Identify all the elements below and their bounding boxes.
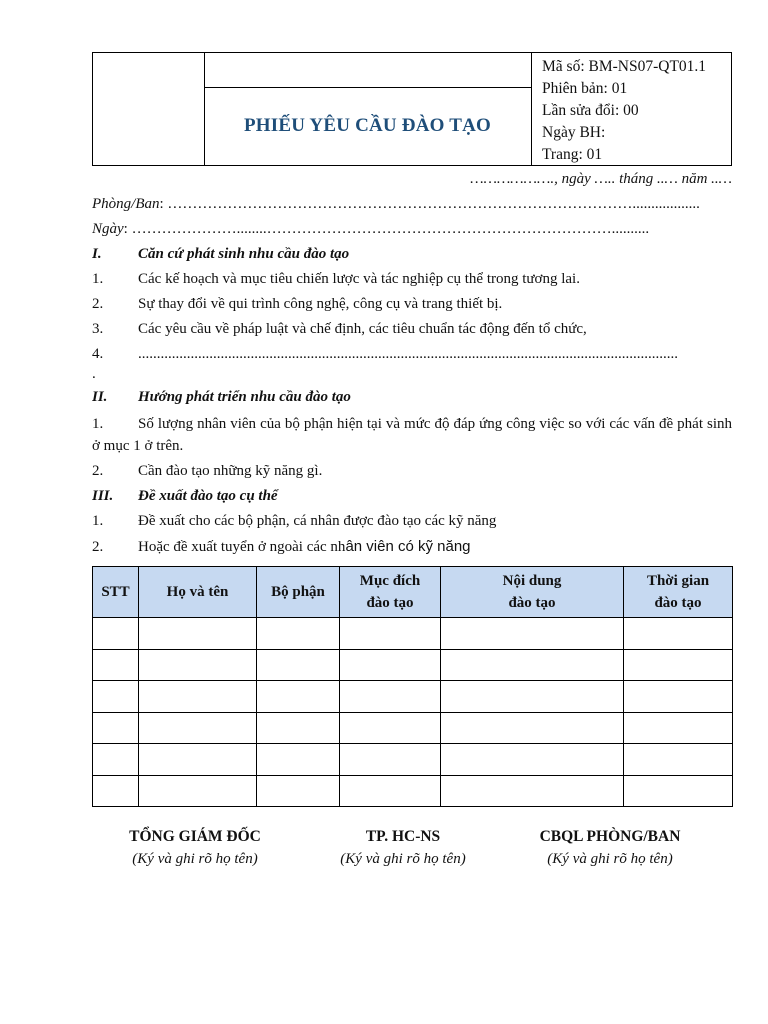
title-cell [204, 87, 532, 165]
section-2-item: 1. Số lượng nhân viên của bộ phận hiện tại và mức độ đáp ứng công việc so với các vấn đề phát sinh ở mục 1 ở trên. [92, 416, 732, 454]
col-header-stt: STT [93, 567, 139, 618]
table-row [93, 712, 733, 744]
table-row [93, 681, 733, 713]
day-fill: : …………………........…………………………………………………………….......... [123, 221, 650, 237]
signature-ceo: TỔNG GIÁM ĐỐC (Ký và ghi rõ họ tên) [129, 828, 261, 867]
col-header-department: Bộ phận [257, 567, 340, 618]
document-meta [542, 56, 732, 166]
meta-version: Phiên bản: 01 [542, 80, 628, 97]
section-1-item: 2. Sự thay đổi về qui trình công nghệ, công cụ và trang thiết bị. [92, 296, 503, 312]
table-row [93, 744, 733, 776]
section-1-tail: . [92, 367, 96, 382]
section-1-item: 1. Các kế hoạch và mục tiêu chiến lược và tác nghiệp cụ thể trong tương lai. [92, 271, 580, 287]
form-title: PHIẾU YÊU CẦU ĐÀO TẠO [244, 115, 491, 136]
table-header-row [93, 567, 733, 618]
table-row [93, 618, 733, 650]
meta-page: Trang: 01 [542, 146, 603, 163]
header-box [92, 52, 732, 166]
signature-dept-manager: CBQL PHÒNG/BAN (Ký và ghi rõ họ tên) [539, 828, 681, 867]
section-3-heading: III. Đề xuất đào tạo cụ thể [92, 488, 278, 504]
logo-cell [93, 53, 205, 165]
department-fill: : ………………………………………………………………………………….................. [159, 196, 700, 212]
section-1-item: 3. Các yêu cầu về pháp luật và chế định, các tiêu chuẩn tác động đến tổ chức, [92, 321, 587, 337]
header-blank-cell [204, 53, 532, 88]
signature-hr-head: TP. HC-NS (Ký và ghi rõ họ tên) [340, 828, 466, 867]
col-header-purpose: Mục đích đào tạo [340, 567, 441, 618]
meta-code: Mã số: BM-NS07-QT01.1 [542, 58, 707, 75]
section-2-heading: II. Hướng phát triển nhu cầu đào tạo [92, 389, 351, 405]
form-page [92, 52, 732, 807]
signature-block [92, 826, 732, 876]
section-3-item: 2. Hoặc đề xuất tuyển ở ngoài các nhân viên có kỹ năng [92, 538, 471, 555]
meta-revision: Lần sửa đổi: 00 [542, 102, 639, 119]
col-header-time: Thời gian đào tạo [624, 567, 733, 618]
meta-issue-date: Ngày BH: [542, 124, 606, 141]
col-header-name: Họ và tên [139, 567, 257, 618]
training-table [92, 566, 733, 807]
section-1-heading: I. Căn cứ phát sinh nhu cầu đào tạo [92, 246, 350, 262]
section-1-item[interactable]: 4. ................................................................................................................................................ [92, 346, 678, 362]
date-line: ………………., ngày ….. tháng ..… năm ..… [470, 171, 732, 187]
table-row [93, 775, 733, 807]
department-line[interactable] [92, 192, 732, 217]
section-3-item: 1. Đề xuất cho các bộ phận, cá nhân được đào tạo các kỹ năng [92, 513, 497, 529]
col-header-content: Nội dung đào tạo [441, 567, 624, 618]
day-label: Ngày [92, 221, 124, 237]
table-row [93, 649, 733, 681]
day-line[interactable] [92, 217, 732, 242]
department-label: Phòng/Ban [92, 196, 160, 212]
section-2-item: 2. Cần đào tạo những kỹ năng gì. [92, 463, 323, 479]
